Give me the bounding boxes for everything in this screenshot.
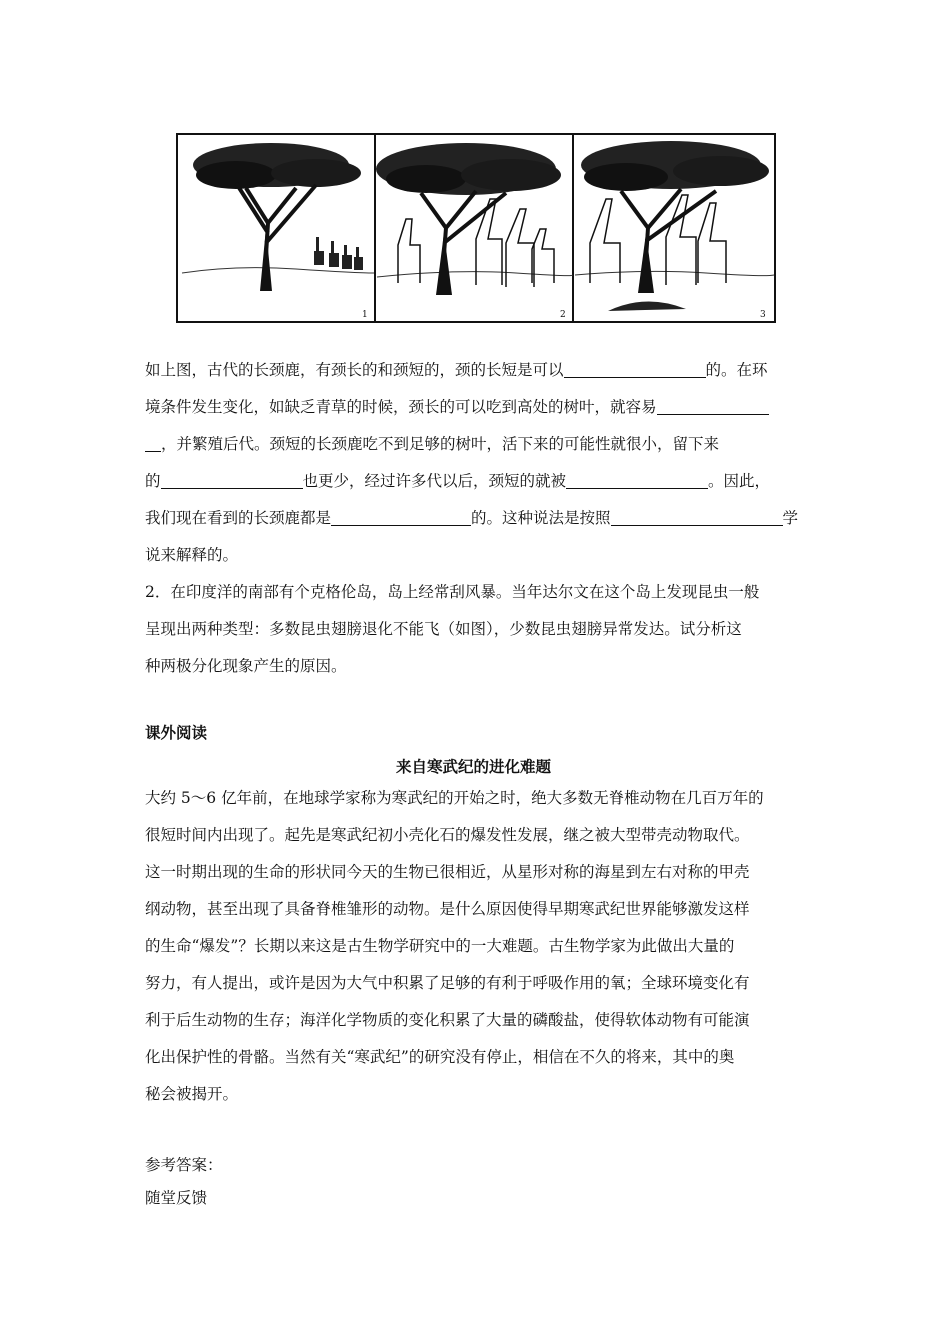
question-2-paragraph	[145, 574, 810, 685]
question-1-paragraph	[145, 352, 810, 574]
article-line: 秘会被揭开。	[145, 1085, 239, 1103]
q2-line-3: 种两极分化现象产生的原因。	[145, 657, 347, 675]
blank-2-continued[interactable]	[145, 431, 161, 452]
article-body	[145, 780, 810, 1113]
q1-line-3: ，并繁殖后代。颈短的长颈鹿吃不到足够的树叶，活下来的可能性就很小，留下来	[145, 426, 810, 463]
article-title: 来自寒武纪的进化难题	[396, 757, 552, 776]
q2-line-1: 2．在印度洋的南部有个克格伦岛，岛上经常刮风暴。当年达尔文在这个岛上发现昆虫一般	[145, 583, 760, 601]
blank-3[interactable]	[161, 468, 303, 489]
q1-line-6: 说来解释的。	[145, 546, 239, 564]
article-line: 利于后生动物的生存；海洋化学物质的变化积累了大量的磷酸盐，使得软体动物有可能演	[145, 1011, 750, 1029]
blank-2[interactable]	[657, 394, 769, 415]
article-line: 很短时间内出现了。起先是寒武纪初小壳化石的爆发性发展，继之被大型带壳动物取代。	[145, 826, 750, 844]
giraffe-illustration	[176, 133, 776, 325]
article-line: 的生命“爆发”？长期以来这是古生物学研究中的一大难题。古生物学家为此做出大量的	[145, 937, 735, 955]
section-title: 课外阅读	[145, 723, 208, 742]
article-line: 化出保护性的骨骼。当然有关“寒武纪”的研究没有停止，相信在不久的将来，其中的奥	[145, 1048, 735, 1066]
article-line: 大约 5～6 亿年前，在地球学家称为寒武纪的开始之时，绝大多数无脊椎动物在几百万年的	[145, 789, 764, 807]
blank-5[interactable]	[331, 505, 471, 526]
article-line: 这一时期出现的生命的形状同今天的生物已很相近，从星形对称的海星到左右对称的甲壳	[145, 863, 750, 881]
blank-1[interactable]	[564, 357, 706, 378]
q1-line-5: 我们现在看到的长颈鹿都是 的。这种说法是按照 学	[145, 500, 810, 537]
blank-6[interactable]	[611, 505, 783, 526]
article-line: 努力，有人提出，或许是因为大气中积累了足够的有利于呼吸作用的氧；全球环境变化有	[145, 974, 750, 992]
q1-line-2: 境条件发生变化，如缺乏青草的时候，颈长的可以吃到高处的树叶，就容易	[145, 389, 810, 426]
q1-line-1: 如上图，古代的长颈鹿，有颈长的和颈短的，颈的长短是可以 的。在环	[145, 352, 810, 389]
blank-4[interactable]	[566, 468, 708, 489]
article-line: 纲动物，甚至出现了具备脊椎雏形的动物。是什么原因使得早期寒武纪世界能够激发这样	[145, 900, 750, 918]
panel-1-number: 1	[362, 310, 368, 320]
q1-line-4: 的 也更少，经过许多代以后，颈短的就被 。因此，	[145, 463, 810, 500]
answers-sub-label: 随堂反馈	[145, 1189, 208, 1207]
panel-2-number: 2	[560, 310, 566, 320]
answers-label: 参考答案：	[145, 1156, 223, 1174]
panel-3-number: 3	[760, 310, 766, 320]
giraffe-evolution-figure	[176, 133, 776, 325]
q2-line-2: 呈现出两种类型：多数昆虫翅膀退化不能飞（如图），少数昆虫翅膀异常发达。试分析这	[145, 620, 742, 638]
